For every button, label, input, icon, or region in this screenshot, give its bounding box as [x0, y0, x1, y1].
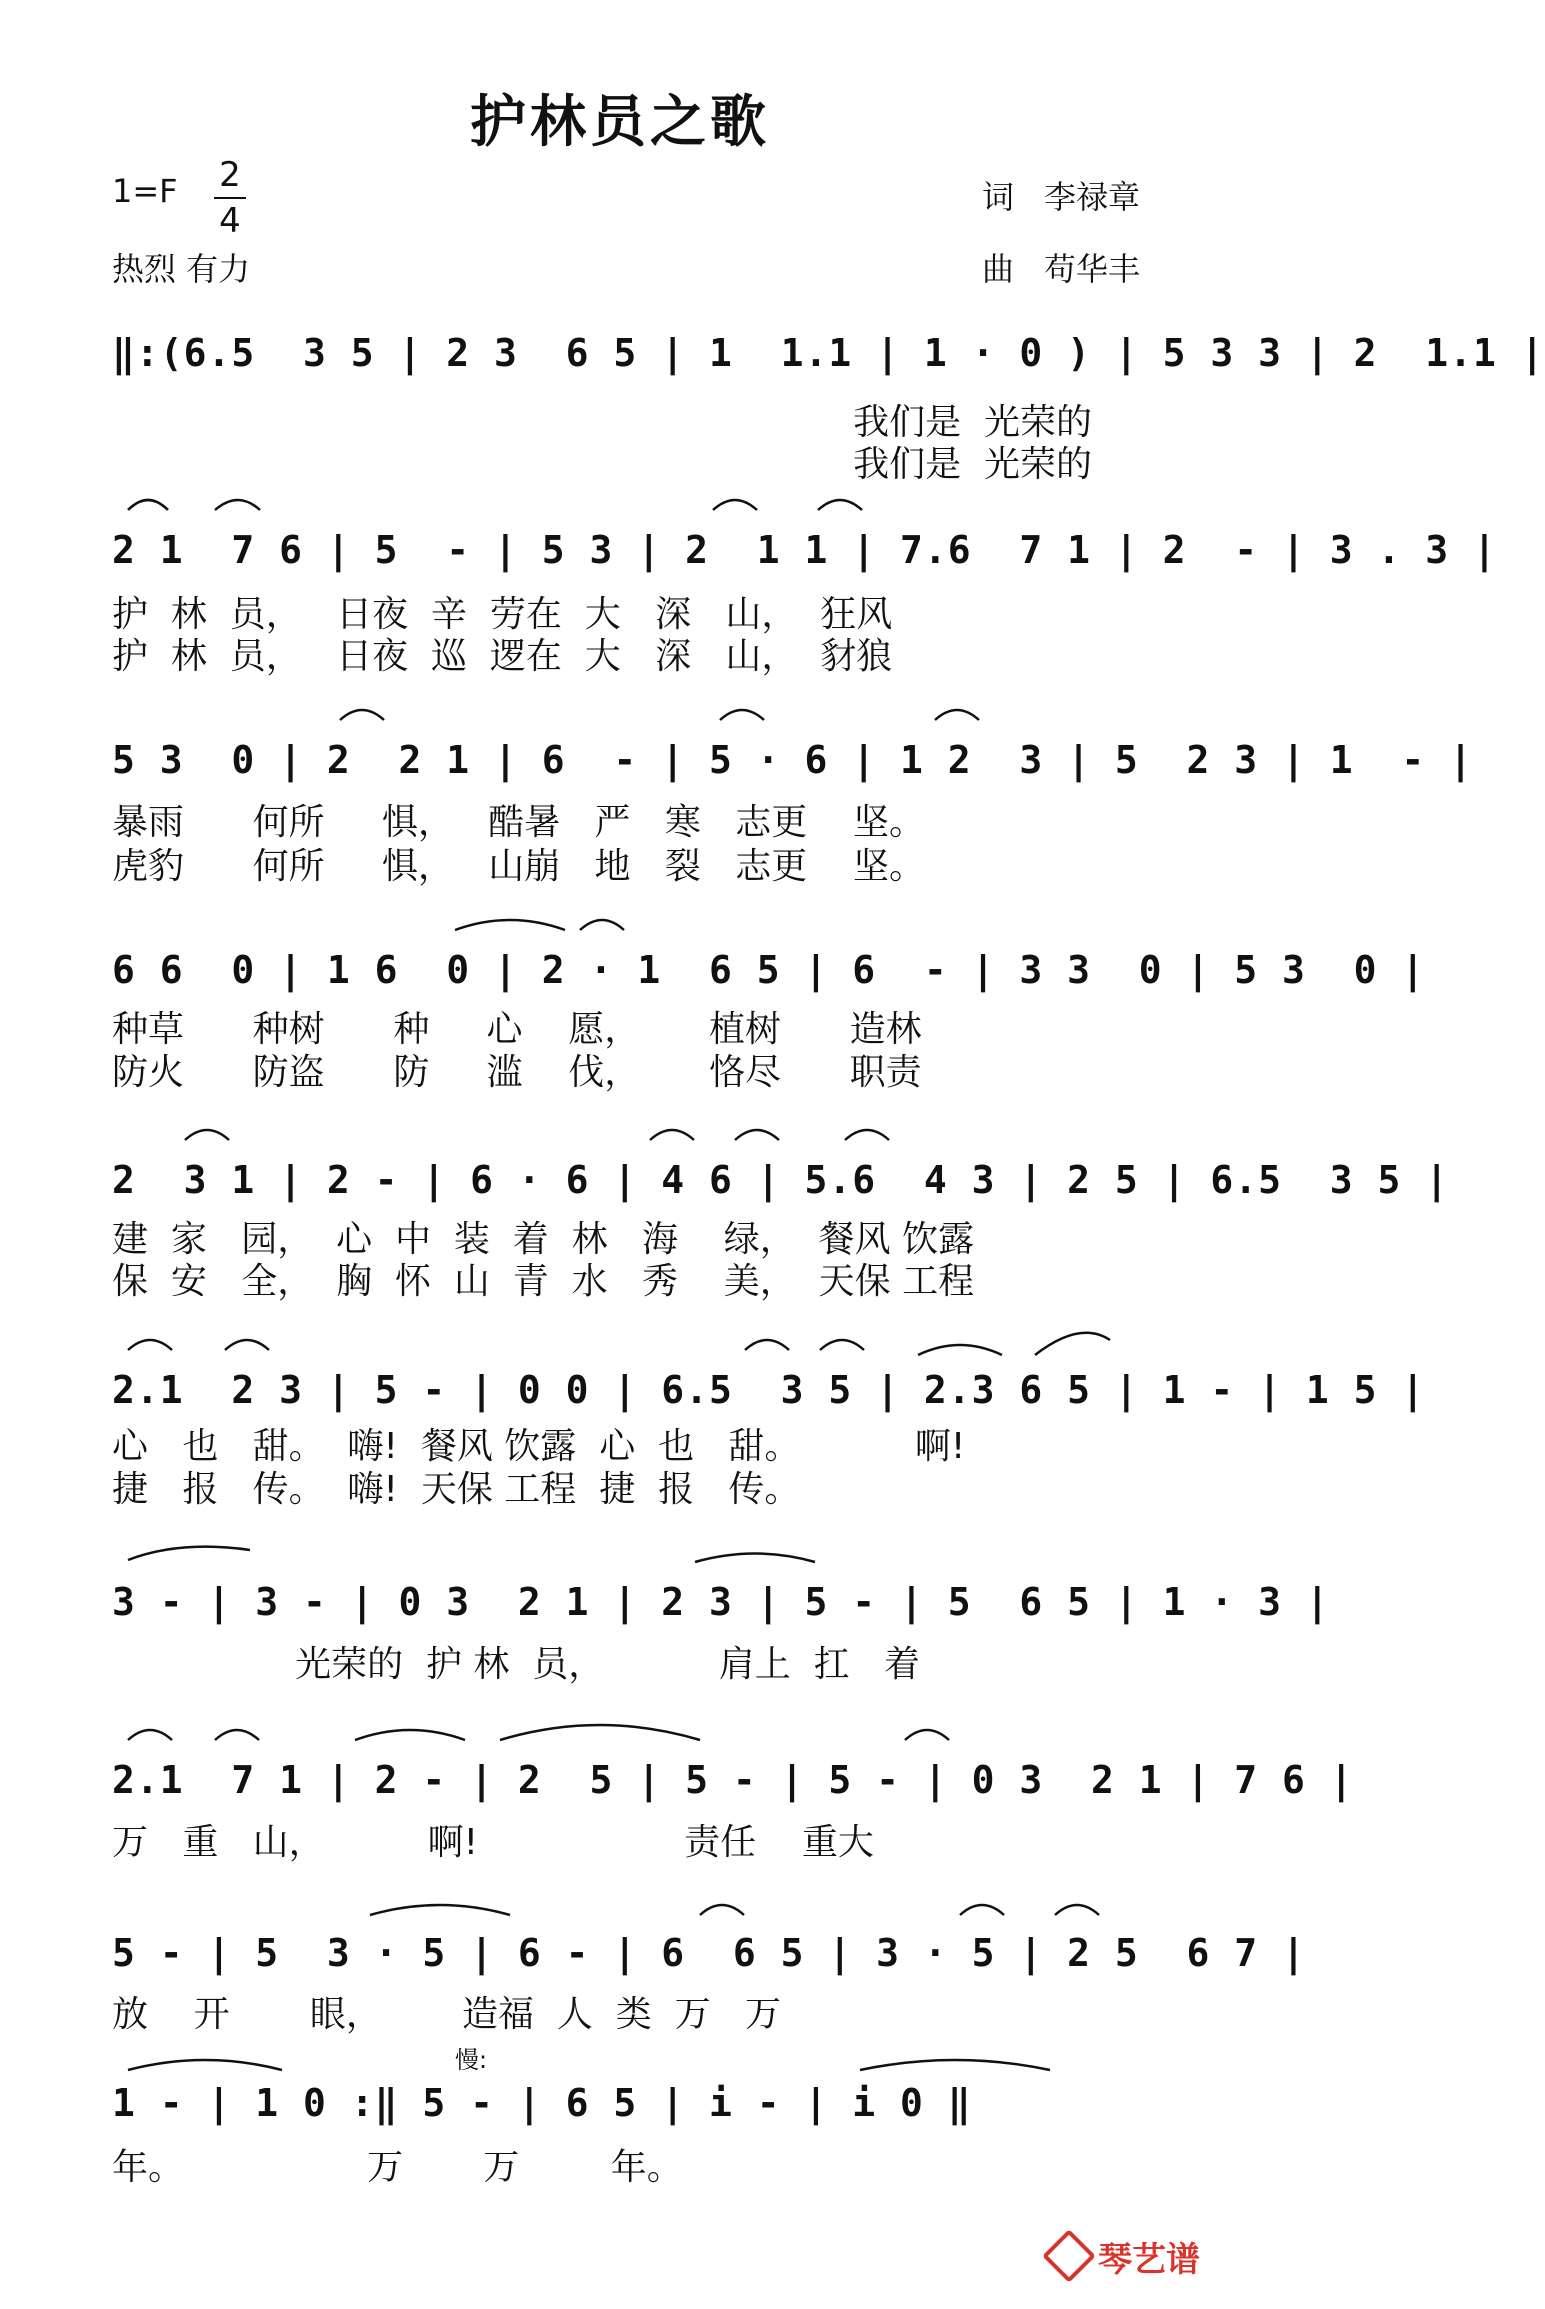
system-6-notes: 2.1 2 3 | 5 - | 0 0 | 6.5 3 5 | 2.3 6 5 | 1 - | 1 5 | [112, 1368, 1426, 1412]
slur-mark [1055, 1905, 1099, 1915]
slur-mark [818, 500, 862, 510]
system-2-lyric-verse-2: 护 林 员， 日夜 巡 逻在 大 深 山， 豺狼 [112, 636, 893, 677]
system-4-lyric-verse-2: 防火 防盗 防 滥 伐， 恪尽 职责 [112, 1052, 922, 1093]
system-6-lyric-verse-1: 心 也 甜。 嗨! 餐风 饮露 心 也 甜。 啊! [112, 1426, 966, 1467]
slur-mark [905, 1730, 949, 1740]
slur-mark [185, 1130, 229, 1140]
system-4-lyric-verse-1: 种草 种树 种 心 愿， 植树 造林 [112, 1009, 922, 1050]
system-7-notes: 3 - | 3 - | 0 3 2 1 | 2 3 | 5 - | 5 6 5 | 1 · 3 | [112, 1580, 1330, 1624]
slur-mark [215, 500, 260, 510]
slur-mark [860, 2060, 1050, 2070]
system-7-lyric: 光荣的 护 林 员， 肩上 扛 着 [112, 1644, 920, 1685]
key-signature: 1=F [112, 172, 178, 210]
lyricist-role: 词 [981, 178, 1014, 216]
composer-name: 苟华丰 [1043, 250, 1140, 288]
slur-mark [500, 1725, 700, 1740]
system-5-notes: 2 3 1 | 2 - | 6 · 6 | 4 6 | 5.6 4 3 | 2 5 | 6.5 3 5 | [112, 1158, 1450, 1202]
slur-mark [735, 1130, 779, 1140]
system-1-lyric-verse-2: 我们是 光荣的 [853, 444, 1092, 485]
song-title: 护林员之歌 [470, 90, 770, 155]
system-2-notes: 2 1 7 6 | 5 - | 5 3 | 2 1 1 | 7.6 7 1 | 2 - | 3 . 3 | [112, 528, 1497, 572]
slur-mark [820, 1340, 864, 1350]
slur-mark [215, 1730, 259, 1740]
slur-mark [918, 1345, 1002, 1355]
system-9-notes: 5 - | 5 3 · 5 | 6 - | 6 6 5 | 3 · 5 | 2 5 6 7 | [112, 1931, 1306, 1975]
system-5-lyric-verse-1: 建 家 园， 心 中 装 着 林 海 绿， 餐风 饮露 [112, 1219, 975, 1260]
slur-mark [128, 1730, 172, 1740]
slur-mark [700, 1905, 744, 1915]
time-signature-top: 2 [219, 155, 241, 195]
slur-mark [128, 1340, 172, 1350]
system-1-lyric-verse-1: 我们是 光荣的 [853, 402, 1092, 443]
system-4-notes: 6 6 0 | 1 6 0 | 2 · 1 6 5 | 6 - | 3 3 0 | 5 3 0 | [112, 948, 1426, 992]
slur-mark [455, 920, 565, 930]
slur-mark [745, 1340, 789, 1350]
slur-mark [225, 1340, 269, 1350]
system-10-notes: 1 - | 1 0 :‖ 5 - | 6 5 | i - | i 0 ‖ [112, 2081, 972, 2125]
composer-role: 曲 [981, 250, 1014, 288]
tempo-marking: 热烈 有力 [112, 250, 251, 288]
slur-mark [370, 1905, 510, 1915]
system-8-notes: 2.1 7 1 | 2 - | 2 5 | 5 - | 5 - | 0 3 2 1 | 7 6 | [112, 1758, 1354, 1802]
system-9-lyric: 放 开 眼， 造福 人 类 万 万 [112, 1994, 781, 2035]
slur-mark [845, 1130, 889, 1140]
lyricist-name: 李禄章 [1043, 178, 1140, 216]
system-5-lyric-verse-2: 保 安 全， 胸 怀 山 青 水 秀 美， 天保 工程 [112, 1261, 975, 1302]
time-signature-bottom: 4 [219, 201, 241, 241]
slur-mark [128, 1547, 250, 1560]
slur-mark [650, 1130, 694, 1140]
system-6-lyric-verse-2: 捷 报 传。 嗨! 天保 工程 捷 报 传。 [112, 1469, 801, 1510]
system-1-notes: ‖:(6.5 3 5 | 2 3 6 5 | 1 1.1 | 1 · 0 ) | 5 3 3 | 2 1.1 | [112, 331, 1545, 375]
slur-mark [128, 500, 168, 510]
slur-mark [1035, 1333, 1110, 1355]
slur-mark [935, 710, 979, 720]
system-10-lyric: 年。 万 万 年。 [112, 2147, 683, 2188]
slur-mark [128, 2060, 282, 2070]
tempo-change-marking: 慢: [455, 2046, 488, 2074]
system-3-lyric-verse-1: 暴雨 何所 惧， 酷暑 严 寒 志更 坚。 [112, 802, 925, 843]
system-3-lyric-verse-2: 虎豹 何所 惧， 山崩 地 裂 志更 坚。 [112, 846, 925, 887]
brand-logo-icon [1042, 2229, 1096, 2283]
system-8-lyric: 万 重 山， 啊! 责任 重大 [112, 1822, 874, 1863]
system-3-notes: 5 3 0 | 2 2 1 | 6 - | 5 · 6 | 1 2 3 | 5 2 3 | 1 - | [112, 738, 1474, 782]
slur-mark [340, 710, 384, 720]
slur-mark [960, 1905, 1004, 1915]
system-2-lyric-verse-1: 护 林 员， 日夜 辛 劳在 大 深 山， 狂风 [112, 594, 893, 635]
slur-mark [720, 710, 764, 720]
brand-name: 琴艺谱 [1098, 2240, 1200, 2280]
brand-watermark [1050, 2232, 1200, 2281]
slur-mark [355, 1730, 465, 1740]
slur-mark [695, 1554, 815, 1563]
slur-mark [713, 500, 757, 510]
slur-mark [580, 920, 624, 930]
